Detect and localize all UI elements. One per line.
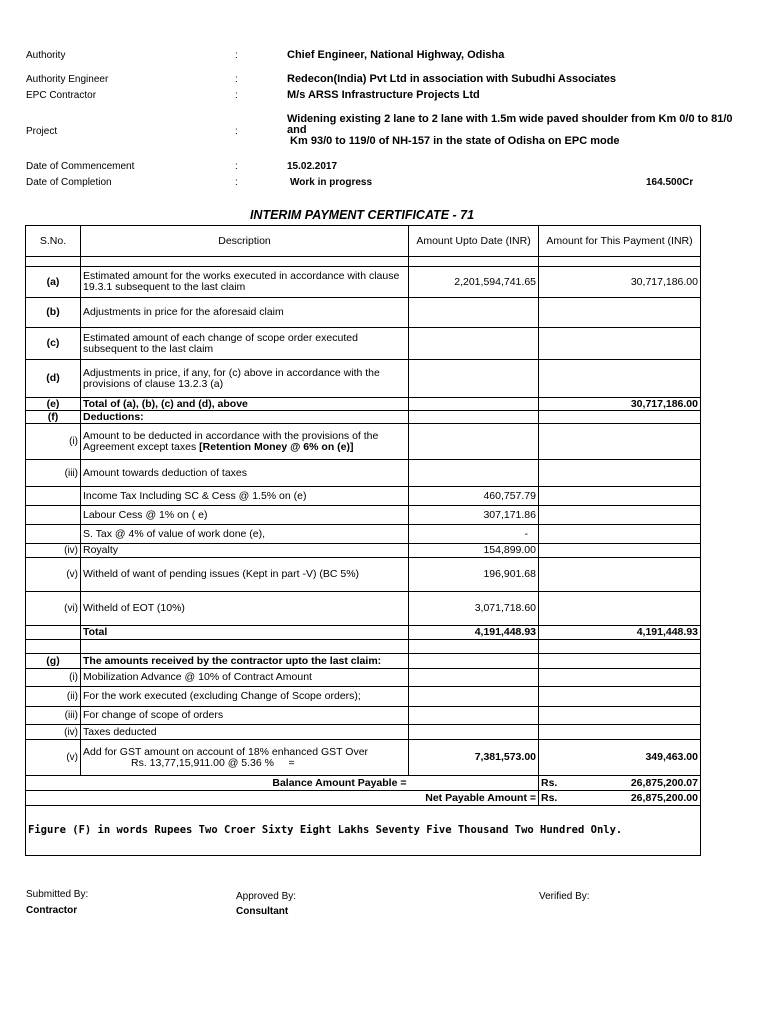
table-row: Income Tax Including SC & Cess @ 1.5% on (e) 460,757.79 <box>26 487 701 506</box>
project-line-1: Widening existing 2 lane to 2 lane with 1.5m wide paved shoulder from Km 0/0 to 81/0 <box>287 113 733 125</box>
contract-cost-value: 164.500Cr <box>646 177 694 188</box>
approved-by-label: Approved By: <box>236 891 297 902</box>
col-header-sno: S.No. <box>26 226 81 257</box>
table-row: (i) Mobilization Advance @ 10% of Contract Amount <box>26 669 701 687</box>
authority-engineer-label: Authority Engineer <box>26 74 109 85</box>
col-header-amount-upto-date: Amount Upto Date (INR) <box>409 226 539 257</box>
table-row: (iii) For change of scope of orders <box>26 707 701 725</box>
authority-label: Authority <box>26 50 66 61</box>
table-row: (ii) For the work executed (excluding Change of Scope orders); <box>26 687 701 707</box>
certificate-title: INTERIM PAYMENT CERTIFICATE - 71 <box>249 208 475 222</box>
table-row: (v) Witheld of want of pending issues (Kept in part -V) (BC 5%) 196,901.68 <box>26 558 701 592</box>
table-row: (v) Add for GST amount on account of 18% enhanced GST Over Rs. 13,77,15,911.00 @ 5.36 % = 7,381,573.00 349,463.00 <box>26 740 701 776</box>
project-line-3: Km 93/0 to 119/0 of NH-157 in the state of Odisha on EPC mode <box>287 135 620 147</box>
net-payable-row <box>26 791 701 806</box>
epc-contractor-value: M/s ARSS Infrastructure Projects Ltd <box>287 89 480 101</box>
col-header-amount-this-payment: Amount for This Payment (INR) <box>539 226 701 257</box>
project-label: Project <box>26 126 58 137</box>
project-line-2: and <box>287 124 307 136</box>
table-row: (iv) Royalty 154,899.00 <box>26 544 701 558</box>
colon: : <box>235 74 238 85</box>
payment-table <box>25 225 701 856</box>
submitted-by-role: Contractor <box>26 905 78 916</box>
net-payable-value: 26,875,200.00 <box>630 791 698 804</box>
table-header-row <box>26 226 701 257</box>
submitted-by-label: Submitted By: <box>26 889 89 900</box>
commencement-label: Date of Commencement <box>26 161 135 172</box>
col-header-description: Description <box>81 226 409 257</box>
amount-in-words-row <box>26 806 701 856</box>
completion-value: Work in progress <box>290 177 373 188</box>
amount-in-words: Figure (F) in words Rupees Two Croer Sixty Eight Lakhs Seventy Five Thousand Two Hundred Only. <box>26 806 701 856</box>
table-row: (c) Estimated amount of each change of scope order executed subsequent to the last claim <box>26 328 701 360</box>
commencement-value: 15.02.2017 <box>287 161 338 172</box>
balance-rs: Rs. <box>541 776 558 789</box>
authority-value: Chief Engineer, National Highway, Odisha <box>287 49 505 61</box>
colon: : <box>235 177 238 188</box>
colon: : <box>235 90 238 101</box>
net-rs: Rs. <box>541 791 558 804</box>
colon: : <box>235 50 238 61</box>
table-row: (g) The amounts received by the contractor upto the last claim: <box>26 654 701 669</box>
approved-by-role: Consultant <box>236 906 289 917</box>
balance-label: Balance Amount Payable = <box>26 776 409 791</box>
epc-contractor-label: EPC Contractor <box>26 90 97 101</box>
completion-label: Date of Completion <box>26 177 112 188</box>
table-row <box>26 640 701 654</box>
net-payable-label: Net Payable Amount = <box>26 791 539 806</box>
table-row: (e) Total of (a), (b), (c) and (d), above 30,717,186.00 <box>26 398 701 411</box>
verified-by-label: Verified By: <box>539 891 590 902</box>
table-row: (iv) Taxes deducted <box>26 725 701 740</box>
table-row: (d) Adjustments in price, if any, for (c) above in accordance with the provisions of clause 13.2.3 (a) <box>26 360 701 398</box>
table-row: S. Tax @ 4% of value of work done (e), - <box>26 525 701 544</box>
table-row: (i) Amount to be deducted in accordance with the provisions of the Agreement except taxes [Retention Money @ 6% on (e)] <box>26 424 701 460</box>
balance-value: 26,875,200.07 <box>630 776 698 789</box>
authority-engineer-value: Redecon(India) Pvt Ltd in association with Subudhi Associates <box>287 73 617 85</box>
table-row: (iii) Amount towards deduction of taxes <box>26 460 701 487</box>
table-row: (a) Estimated amount for the works executed in accordance with clause 19.3.1 subsequent to the last claim 2,201,594,741.65 30,717,186.00 <box>26 267 701 298</box>
colon: : <box>235 161 238 172</box>
table-row: (b) Adjustments in price for the aforesaid claim <box>26 298 701 328</box>
balance-row <box>26 776 701 791</box>
table-row: (vi) Witheld of EOT (10%) 3,071,718.60 <box>26 592 701 626</box>
table-row: Labour Cess @ 1% on ( e) 307,171.86 <box>26 506 701 525</box>
colon: : <box>235 126 238 137</box>
table-row: (f) Deductions: <box>26 411 701 424</box>
table-row: Total 4,191,448.93 4,191,448.93 <box>26 626 701 640</box>
